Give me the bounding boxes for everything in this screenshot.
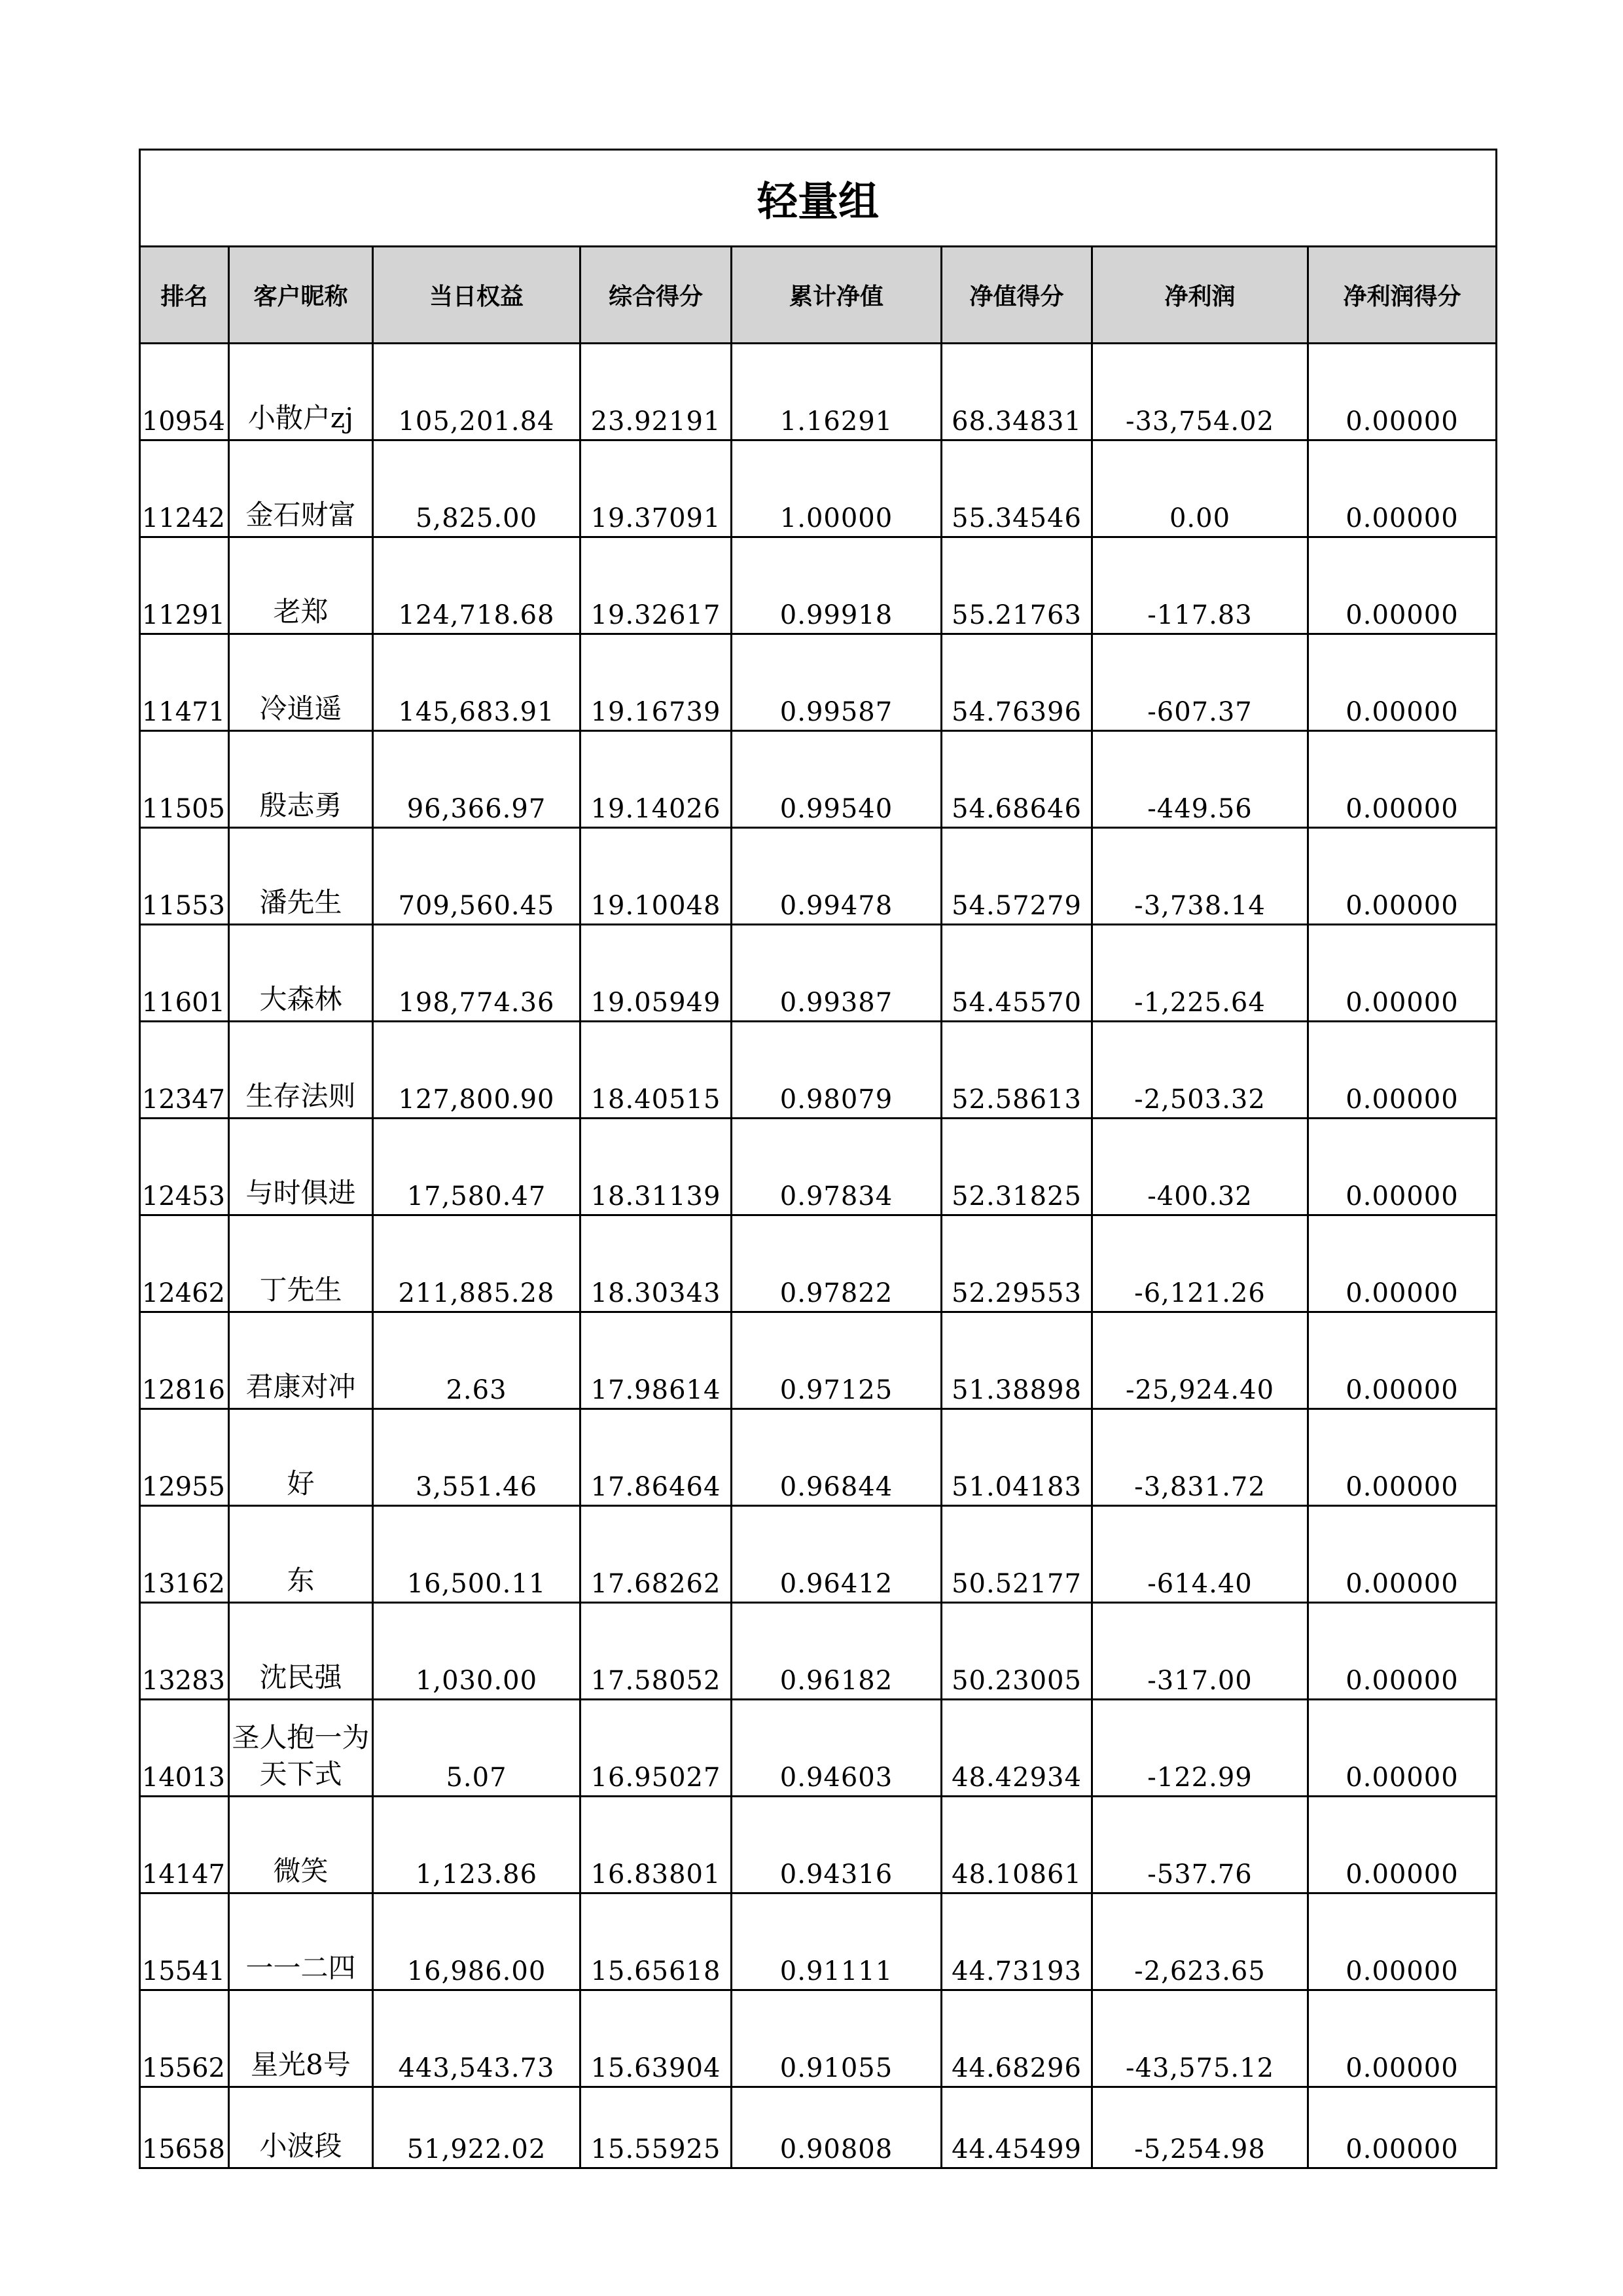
cell-equity: 1,123.86 bbox=[373, 1797, 580, 1893]
cell-equity: 17,580.47 bbox=[373, 1119, 580, 1215]
cell-rank: 12347 bbox=[140, 1022, 229, 1119]
cell-nav-score: 52.31825 bbox=[942, 1119, 1092, 1215]
cell-rank: 11601 bbox=[140, 925, 229, 1022]
cell-profit: -614.40 bbox=[1092, 1506, 1308, 1603]
cell-score: 19.37091 bbox=[580, 440, 732, 537]
table-row bbox=[140, 1797, 1497, 1893]
cell-nav-score: 55.34546 bbox=[942, 440, 1092, 537]
cell-rank: 10954 bbox=[140, 344, 229, 440]
cell-profit-score: 0.00000 bbox=[1308, 537, 1497, 634]
cell-score: 17.68262 bbox=[580, 1506, 732, 1603]
cell-nav: 0.99387 bbox=[732, 925, 942, 1022]
cell-score: 17.58052 bbox=[580, 1603, 732, 1700]
cell-profit-score: 0.00000 bbox=[1308, 1990, 1497, 2087]
cell-nav: 0.96412 bbox=[732, 1506, 942, 1603]
cell-profit-score: 0.00000 bbox=[1308, 1603, 1497, 1700]
cell-nav: 0.91111 bbox=[732, 1893, 942, 1990]
cell-rank: 13162 bbox=[140, 1506, 229, 1603]
cell-rank: 15658 bbox=[140, 2087, 229, 2168]
cell-score: 23.92191 bbox=[580, 344, 732, 440]
table-row bbox=[140, 1119, 1497, 1215]
cell-nav: 0.99587 bbox=[732, 634, 942, 731]
cell-profit-score: 0.00000 bbox=[1308, 1022, 1497, 1119]
cell-profit: -3,831.72 bbox=[1092, 1409, 1308, 1506]
header-equity: 当日权益 bbox=[373, 247, 580, 344]
cell-profit-score: 0.00000 bbox=[1308, 1215, 1497, 1312]
cell-profit: -122.99 bbox=[1092, 1700, 1308, 1797]
cell-rank: 13283 bbox=[140, 1603, 229, 1700]
cell-nickname: 好 bbox=[229, 1409, 373, 1506]
header-row bbox=[140, 247, 1497, 344]
cell-score: 19.14026 bbox=[580, 731, 732, 828]
cell-nav-score: 52.58613 bbox=[942, 1022, 1092, 1119]
cell-profit: -2,503.32 bbox=[1092, 1022, 1308, 1119]
table-row bbox=[140, 1409, 1497, 1506]
cell-nickname: 一一二四 bbox=[229, 1893, 373, 1990]
cell-equity: 16,986.00 bbox=[373, 1893, 580, 1990]
cell-profit: -317.00 bbox=[1092, 1603, 1308, 1700]
cell-nickname: 与时俱进 bbox=[229, 1119, 373, 1215]
cell-profit-score: 0.00000 bbox=[1308, 1797, 1497, 1893]
cell-rank: 11291 bbox=[140, 537, 229, 634]
cell-profit: -3,738.14 bbox=[1092, 828, 1308, 925]
cell-equity: 1,030.00 bbox=[373, 1603, 580, 1700]
cell-nav: 0.97834 bbox=[732, 1119, 942, 1215]
cell-rank: 12462 bbox=[140, 1215, 229, 1312]
cell-rank: 14147 bbox=[140, 1797, 229, 1893]
cell-profit-score: 0.00000 bbox=[1308, 1119, 1497, 1215]
cell-nickname: 生存法则 bbox=[229, 1022, 373, 1119]
cell-nav-score: 50.52177 bbox=[942, 1506, 1092, 1603]
cell-equity: 3,551.46 bbox=[373, 1409, 580, 1506]
cell-nickname: 沈民强 bbox=[229, 1603, 373, 1700]
cell-profit: -607.37 bbox=[1092, 634, 1308, 731]
cell-nav-score: 52.29553 bbox=[942, 1215, 1092, 1312]
cell-nav: 0.99540 bbox=[732, 731, 942, 828]
cell-equity: 5,825.00 bbox=[373, 440, 580, 537]
cell-rank: 15562 bbox=[140, 1990, 229, 2087]
cell-nav-score: 54.76396 bbox=[942, 634, 1092, 731]
cell-rank: 11553 bbox=[140, 828, 229, 925]
cell-score: 17.86464 bbox=[580, 1409, 732, 1506]
cell-nav-score: 44.73193 bbox=[942, 1893, 1092, 1990]
cell-equity: 96,366.97 bbox=[373, 731, 580, 828]
cell-score: 15.55925 bbox=[580, 2087, 732, 2168]
cell-profit: -25,924.40 bbox=[1092, 1312, 1308, 1409]
header-nickname: 客户昵称 bbox=[229, 247, 373, 344]
header-profit-score: 净利润得分 bbox=[1308, 247, 1497, 344]
cell-score: 15.63904 bbox=[580, 1990, 732, 2087]
cell-nickname: 君康对冲 bbox=[229, 1312, 373, 1409]
table-row bbox=[140, 925, 1497, 1022]
cell-profit-score: 0.00000 bbox=[1308, 1506, 1497, 1603]
table-row bbox=[140, 1603, 1497, 1700]
cell-equity: 145,683.91 bbox=[373, 634, 580, 731]
cell-nickname: 丁先生 bbox=[229, 1215, 373, 1312]
cell-profit-score: 0.00000 bbox=[1308, 925, 1497, 1022]
cell-nickname: 冷逍遥 bbox=[229, 634, 373, 731]
cell-nickname: 老郑 bbox=[229, 537, 373, 634]
table-row bbox=[140, 440, 1497, 537]
cell-profit: -33,754.02 bbox=[1092, 344, 1308, 440]
cell-profit-score: 0.00000 bbox=[1308, 828, 1497, 925]
cell-profit: -6,121.26 bbox=[1092, 1215, 1308, 1312]
title-row bbox=[140, 150, 1497, 247]
cell-equity: 105,201.84 bbox=[373, 344, 580, 440]
cell-equity: 2.63 bbox=[373, 1312, 580, 1409]
cell-nav-score: 54.68646 bbox=[942, 731, 1092, 828]
cell-rank: 12816 bbox=[140, 1312, 229, 1409]
cell-nickname: 星光8号 bbox=[229, 1990, 373, 2087]
table-title: 轻量组 bbox=[140, 150, 1497, 247]
cell-nickname: 微笑 bbox=[229, 1797, 373, 1893]
cell-profit-score: 0.00000 bbox=[1308, 2087, 1497, 2168]
table-row bbox=[140, 634, 1497, 731]
cell-equity: 198,774.36 bbox=[373, 925, 580, 1022]
cell-score: 18.31139 bbox=[580, 1119, 732, 1215]
cell-nav: 0.91055 bbox=[732, 1990, 942, 2087]
cell-score: 15.65618 bbox=[580, 1893, 732, 1990]
table-row bbox=[140, 1506, 1497, 1603]
cell-nav-score: 48.10861 bbox=[942, 1797, 1092, 1893]
header-score: 综合得分 bbox=[580, 247, 732, 344]
cell-equity: 709,560.45 bbox=[373, 828, 580, 925]
cell-nav-score: 51.38898 bbox=[942, 1312, 1092, 1409]
cell-nav: 0.98079 bbox=[732, 1022, 942, 1119]
cell-nav: 1.16291 bbox=[732, 344, 942, 440]
cell-nav: 0.96182 bbox=[732, 1603, 942, 1700]
cell-rank: 11471 bbox=[140, 634, 229, 731]
cell-nickname: 殷志勇 bbox=[229, 731, 373, 828]
ranking-table bbox=[139, 149, 1497, 2169]
cell-nav-score: 48.42934 bbox=[942, 1700, 1092, 1797]
cell-score: 16.95027 bbox=[580, 1700, 732, 1797]
table-row bbox=[140, 1700, 1497, 1797]
cell-nickname: 大森林 bbox=[229, 925, 373, 1022]
cell-nickname: 小波段 bbox=[229, 2087, 373, 2168]
cell-nickname: 圣人抱一为天下式 bbox=[229, 1700, 373, 1797]
cell-equity: 443,543.73 bbox=[373, 1990, 580, 2087]
cell-rank: 15541 bbox=[140, 1893, 229, 1990]
cell-profit-score: 0.00000 bbox=[1308, 1409, 1497, 1506]
cell-rank: 12955 bbox=[140, 1409, 229, 1506]
cell-profit-score: 0.00000 bbox=[1308, 1700, 1497, 1797]
table-row bbox=[140, 1312, 1497, 1409]
header-nav-score: 净值得分 bbox=[942, 247, 1092, 344]
cell-score: 19.16739 bbox=[580, 634, 732, 731]
table-row bbox=[140, 344, 1497, 440]
cell-score: 19.32617 bbox=[580, 537, 732, 634]
cell-profit: -449.56 bbox=[1092, 731, 1308, 828]
cell-profit-score: 0.00000 bbox=[1308, 634, 1497, 731]
cell-nav: 0.97822 bbox=[732, 1215, 942, 1312]
cell-equity: 127,800.90 bbox=[373, 1022, 580, 1119]
cell-equity: 16,500.11 bbox=[373, 1506, 580, 1603]
cell-score: 18.30343 bbox=[580, 1215, 732, 1312]
cell-nickname: 潘先生 bbox=[229, 828, 373, 925]
cell-rank: 12453 bbox=[140, 1119, 229, 1215]
cell-nav-score: 55.21763 bbox=[942, 537, 1092, 634]
cell-nickname: 东 bbox=[229, 1506, 373, 1603]
cell-profit-score: 0.00000 bbox=[1308, 731, 1497, 828]
cell-score: 17.98614 bbox=[580, 1312, 732, 1409]
cell-nav: 0.94603 bbox=[732, 1700, 942, 1797]
cell-nav-score: 68.34831 bbox=[942, 344, 1092, 440]
cell-nav: 0.96844 bbox=[732, 1409, 942, 1506]
cell-nav: 0.90808 bbox=[732, 2087, 942, 2168]
cell-score: 19.05949 bbox=[580, 925, 732, 1022]
cell-profit: -2,623.65 bbox=[1092, 1893, 1308, 1990]
cell-profit-score: 0.00000 bbox=[1308, 344, 1497, 440]
cell-rank: 11505 bbox=[140, 731, 229, 828]
cell-score: 18.40515 bbox=[580, 1022, 732, 1119]
header-rank: 排名 bbox=[140, 247, 229, 344]
cell-nav-score: 51.04183 bbox=[942, 1409, 1092, 1506]
header-nav: 累计净值 bbox=[732, 247, 942, 344]
cell-nav: 0.94316 bbox=[732, 1797, 942, 1893]
table-row bbox=[140, 731, 1497, 828]
cell-nav-score: 54.57279 bbox=[942, 828, 1092, 925]
cell-equity: 51,922.02 bbox=[373, 2087, 580, 2168]
cell-nickname: 小散户zj bbox=[229, 344, 373, 440]
cell-rank: 14013 bbox=[140, 1700, 229, 1797]
cell-profit: -1,225.64 bbox=[1092, 925, 1308, 1022]
cell-score: 19.10048 bbox=[580, 828, 732, 925]
cell-equity: 124,718.68 bbox=[373, 537, 580, 634]
table-row bbox=[140, 2087, 1497, 2168]
cell-profit: -5,254.98 bbox=[1092, 2087, 1308, 2168]
header-profit: 净利润 bbox=[1092, 247, 1308, 344]
cell-profit: -117.83 bbox=[1092, 537, 1308, 634]
cell-nav-score: 54.45570 bbox=[942, 925, 1092, 1022]
cell-profit: -537.76 bbox=[1092, 1797, 1308, 1893]
table-row bbox=[140, 1990, 1497, 2087]
cell-score: 16.83801 bbox=[580, 1797, 732, 1893]
cell-nav: 0.97125 bbox=[732, 1312, 942, 1409]
table-row bbox=[140, 1022, 1497, 1119]
cell-nav: 1.00000 bbox=[732, 440, 942, 537]
cell-nav-score: 44.45499 bbox=[942, 2087, 1092, 2168]
cell-nav: 0.99478 bbox=[732, 828, 942, 925]
cell-profit: -43,575.12 bbox=[1092, 1990, 1308, 2087]
cell-equity: 211,885.28 bbox=[373, 1215, 580, 1312]
cell-profit: -400.32 bbox=[1092, 1119, 1308, 1215]
cell-profit: 0.00 bbox=[1092, 440, 1308, 537]
cell-profit-score: 0.00000 bbox=[1308, 1312, 1497, 1409]
cell-profit-score: 0.00000 bbox=[1308, 1893, 1497, 1990]
cell-nav-score: 50.23005 bbox=[942, 1603, 1092, 1700]
table-row bbox=[140, 537, 1497, 634]
cell-equity: 5.07 bbox=[373, 1700, 580, 1797]
table-row bbox=[140, 1215, 1497, 1312]
table-row bbox=[140, 1893, 1497, 1990]
cell-rank: 11242 bbox=[140, 440, 229, 537]
cell-nav-score: 44.68296 bbox=[942, 1990, 1092, 2087]
table-row bbox=[140, 828, 1497, 925]
cell-profit-score: 0.00000 bbox=[1308, 440, 1497, 537]
cell-nickname: 金石财富 bbox=[229, 440, 373, 537]
cell-nav: 0.99918 bbox=[732, 537, 942, 634]
